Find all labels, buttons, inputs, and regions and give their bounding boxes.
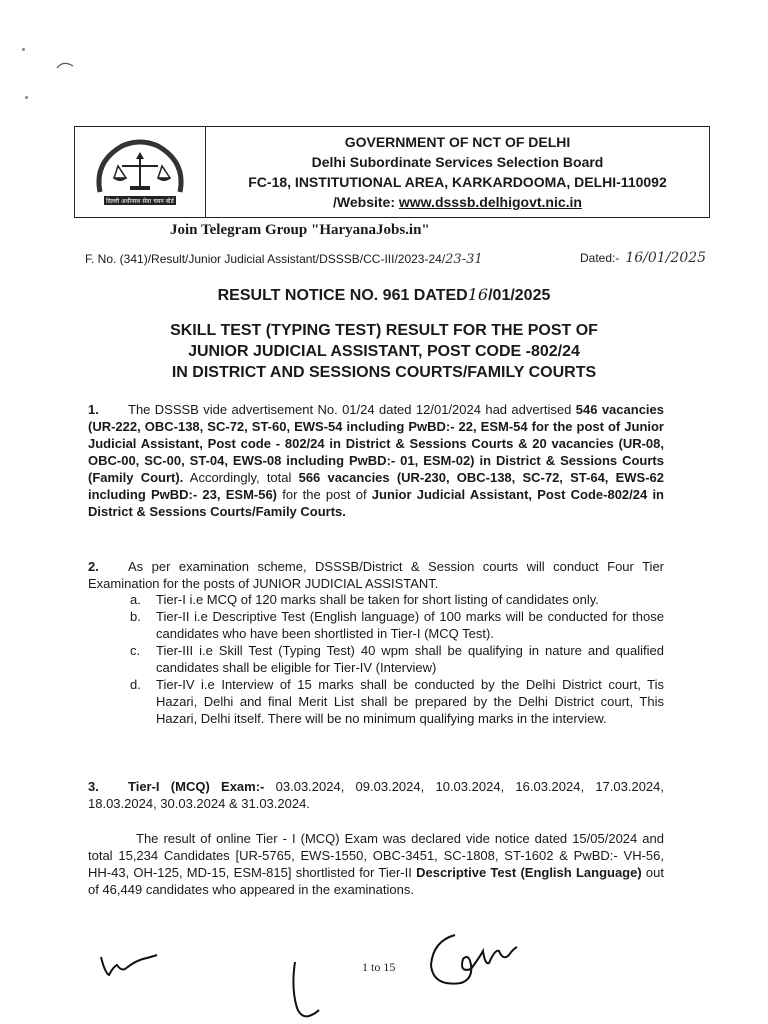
list-text: Tier-II i.e Descriptive Test (English language) of 100 marks will be conducted for those candidates who have been shortlisted in Tier-I (MCQ Test). <box>156 609 664 641</box>
list-item <box>130 676 664 727</box>
scan-speck <box>25 96 28 99</box>
notice-title-prefix: RESULT NOTICE NO. 961 DATED <box>217 287 468 304</box>
board-address: FC-18, INSTITUTIONAL AREA, KARKARDOOMA, DELHI-110092 <box>248 174 667 190</box>
telegram-promo: Join Telegram Group "HaryanaJobs.in" <box>170 222 430 238</box>
list-marker: b. <box>130 609 141 624</box>
file-number <box>85 252 483 267</box>
list-marker: c. <box>130 643 141 658</box>
website-line <box>333 192 582 212</box>
paragraph-number: 3. <box>88 779 99 794</box>
dated-label: Dated:- <box>580 251 620 265</box>
scan-mark <box>55 58 77 72</box>
emblem-icon <box>84 132 196 212</box>
list-item <box>130 591 664 608</box>
website-label: /Website: <box>333 194 399 210</box>
notice-title <box>0 285 768 305</box>
subject-line-3: IN DISTRICT AND SESSIONS COURTS/FAMILY COURTS <box>171 364 597 381</box>
board-name: Delhi Subordinate Services Selection Board <box>311 154 604 170</box>
organisation-details <box>206 127 709 217</box>
notice-subject <box>0 320 768 383</box>
initials-signature-left <box>95 945 165 985</box>
list-marker: a. <box>130 592 141 607</box>
letterhead <box>74 126 710 218</box>
dsssb-logo <box>75 127 206 217</box>
para1-bold: Junior Judicial Assistant, Post Code-802/24 in District & Sessions Courts/Family Courts. <box>88 487 665 519</box>
initials-signature-middle <box>285 958 325 1024</box>
paragraph-3 <box>88 778 664 812</box>
para1-text: Accordingly, total <box>183 470 299 485</box>
para1-text: for the post of <box>277 487 372 502</box>
subject-line-1: SKILL TEST (TYPING TEST) RESULT FOR THE POST OF <box>170 322 598 339</box>
government-name: GOVERNMENT OF NCT OF DELHI <box>344 134 571 150</box>
notice-title-suffix: /01/2025 <box>488 287 551 304</box>
para1-bold: 546 vacancies (UR-222, OBC-138, SC-72, ST-60, EWS-54 including PwBD:- 22, ESM-54 for the post of Junior Judicial Assistant, Post code - 802/24 in District & Sessions Courts & 20 vacancies (UR-08, OBC-00, SC-00, ST-04, EWS-08 including PwBD:- 01, ESM-02) in District & Sessions Courts (Family Court). <box>88 402 664 485</box>
para4-text: The result of online Tier - I (MCQ) Exam was declared vide notice dated 15/05/2024 and total 15,234 Candidates [UR-5765, EWS-1550, OBC-3451, SC-1808, ST-1602 & PwBD:- VH-56, HH-43, OH-125, MD-15, ESM-815] shortlisted for Tier-II <box>88 831 664 880</box>
subject-line-2: JUNIOR JUDICIAL ASSISTANT, POST CODE -802/24 <box>188 343 580 360</box>
tier-list <box>130 591 664 727</box>
para3-bold: Tier-I (MCQ) Exam:- <box>128 779 265 794</box>
list-text: Tier-IV i.e Interview of 15 marks shall be conducted by the Delhi District court, Tis Hazari, Delhi and final Merit List shall be prepared by the Delhi District court, This Hazari, Delhi itself. There will be no minimum qualifying marks in the interview. <box>156 677 664 726</box>
paragraph-1 <box>88 401 664 520</box>
list-item <box>130 608 664 642</box>
paragraph-number: 2. <box>88 559 99 574</box>
para1-text: The DSSSB vide advertisement No. 01/24 dated 12/01/2024 had advertised <box>128 402 576 417</box>
para4-text: out of 46,449 candidates who appeared in the examinations. <box>88 865 665 897</box>
list-marker: d. <box>130 677 141 692</box>
officer-signature <box>425 925 525 995</box>
list-text: Tier-I i.e MCQ of 120 marks shall be taken for short listing of candidates only. <box>156 592 599 607</box>
page-number: 1 to 15 <box>362 960 396 974</box>
dated-field <box>580 250 706 266</box>
website-link[interactable]: www.dsssb.delhigovt.nic.in <box>398 194 582 210</box>
file-number-handwritten: 23-31 <box>445 252 483 267</box>
list-item <box>130 642 664 676</box>
paragraph-2 <box>88 558 664 592</box>
para3-text: 03.03.2024, 09.03.2024, 10.03.2024, 16.03.2024, 17.03.2024, 18.03.2024, 30.03.2024 & 31.03.2024. <box>88 779 665 811</box>
file-number-printed: F. No. (341)/Result/Junior Judicial Assistant/DSSSB/CC-III/2023-24/ <box>85 252 446 266</box>
svg-text:दिल्ली अधीनस्थ सेवा चयन बोर्ड: दिल्ली अधीनस्थ सेवा चयन बोर्ड <box>106 198 174 205</box>
paragraph-4 <box>88 830 664 898</box>
notice-title-handwritten-day: 16 <box>467 285 489 304</box>
scan-speck <box>22 48 25 51</box>
dated-handwritten: 16/01/2025 <box>625 250 707 266</box>
para4-bold: Descriptive Test (English Language) <box>416 865 642 880</box>
para1-bold: 566 vacancies (UR-230, OBC-138, SC-72, ST-64, EWS-62 including PwBD:- 23, ESM-56) <box>88 470 664 502</box>
list-text: Tier-III i.e Skill Test (Typing Test) 40 wpm shall be qualifying in nature and qualified candidates shall be eligible for Tier-IV (Interview) <box>156 643 664 675</box>
para2-text: As per examination scheme, DSSSB/District & Session courts will conduct Four Tier Examination for the posts of JUNIOR JUDICIAL ASSISTANT. <box>88 559 664 591</box>
paragraph-number: 1. <box>88 402 99 417</box>
